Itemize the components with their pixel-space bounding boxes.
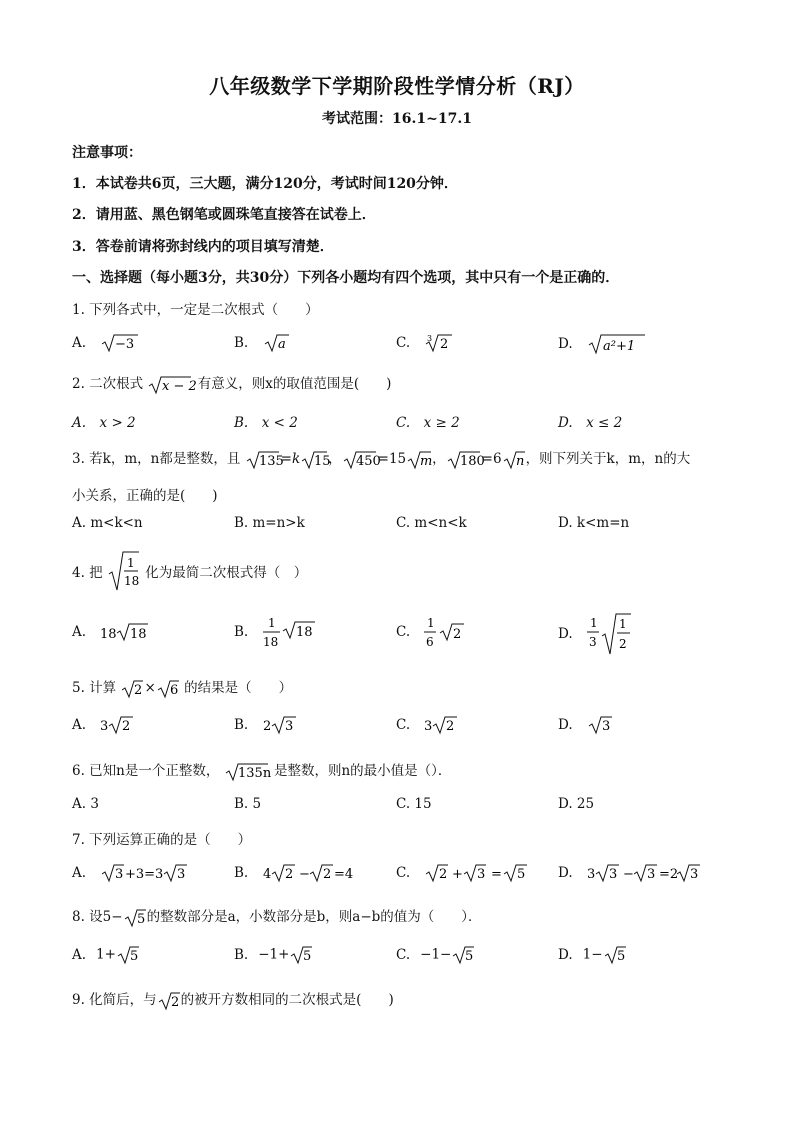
sqrt-expression <box>289 944 313 966</box>
svg-text:n: n <box>515 453 524 469</box>
sqrt-expression <box>263 862 359 884</box>
svg-text:3: 3 <box>284 719 293 734</box>
svg-text:135: 135 <box>258 453 284 469</box>
fraction-sqrt <box>424 612 468 652</box>
svg-text:2: 2 <box>446 719 455 734</box>
sqrt-expression <box>245 449 284 471</box>
svg-text:3: 3 <box>689 867 699 882</box>
option-b[interactable]: B. 5 <box>234 796 262 812</box>
question-5-options <box>72 714 752 744</box>
option-b[interactable]: B. m=n>k <box>234 515 305 531</box>
sqrt-expression <box>100 332 140 354</box>
sqrt-expression <box>224 761 270 783</box>
svg-text:3: 3 <box>601 719 611 734</box>
svg-text:1: 1 <box>427 616 436 630</box>
svg-text:18: 18 <box>123 574 140 588</box>
svg-text:3: 3 <box>477 867 486 882</box>
svg-text:2: 2 <box>122 719 131 734</box>
sqrt-expression <box>502 449 526 471</box>
sqrt-expression <box>603 944 627 966</box>
section-heading: 一、选择题（每小题3分，共30分）下列各小题均有四个选项，其中只有一个是正确的． <box>72 270 620 286</box>
svg-text:18: 18 <box>262 635 278 649</box>
option-d[interactable]: D. k<m=n <box>558 515 630 531</box>
question-2-options <box>72 411 752 441</box>
svg-text:6: 6 <box>426 635 435 649</box>
svg-text:1: 1 <box>618 617 627 631</box>
sqrt-expression <box>424 862 534 884</box>
svg-text:+3=3: +3=3 <box>125 867 164 882</box>
svg-text:3: 3 <box>115 867 124 882</box>
question-8-options <box>72 944 752 974</box>
svg-text:18: 18 <box>100 627 117 642</box>
option-d[interactable]: D. 25 <box>558 796 595 812</box>
svg-text:3: 3 <box>608 867 618 882</box>
question-1-options <box>72 332 752 362</box>
exam-title: 八年级数学下学期阶段性学情分析（RJ） <box>209 74 585 98</box>
svg-text:4: 4 <box>262 867 271 882</box>
svg-text:18: 18 <box>130 627 147 642</box>
option-b[interactable]: B. x < 2 <box>234 415 298 431</box>
sqrt-expression <box>451 944 475 966</box>
option-d[interactable]: D. 3 3 − 3 =2 3 <box>558 862 703 884</box>
svg-text:2: 2 <box>170 994 179 1010</box>
question-6: 6. 已知n是一个正整数， 135n 是整数，则n的最小值是（）． <box>72 759 451 783</box>
svg-text:2: 2 <box>322 867 331 882</box>
cube-root-expression <box>424 332 454 354</box>
question-2: 2. 二次根式 x − 2 有意义，则x的取值范围是( ) <box>72 372 391 396</box>
option-a[interactable]: A. 1+ 5 <box>72 944 140 966</box>
option-c[interactable]: C. −1− 5 <box>396 944 475 966</box>
option-a[interactable]: A. 3 +3=3 3 <box>72 862 190 884</box>
question-6-options <box>72 796 752 826</box>
svg-text:x − 2: x − 2 <box>162 378 198 394</box>
option-b[interactable]: B. −1+ 5 <box>234 944 313 966</box>
sqrt-expression <box>342 449 381 471</box>
svg-text:2: 2 <box>439 867 448 882</box>
sqrt-expression <box>446 449 485 471</box>
notice-item-1: 1．本试卷共6页，三大题，满分120分，考试时间120分钟． <box>72 176 458 192</box>
option-c[interactable]: C. 3 2 <box>396 714 460 736</box>
svg-text:2: 2 <box>440 337 449 352</box>
question-5: 5. 计算 2 × 6 的结果是（ ） <box>72 676 292 700</box>
sqrt-expression <box>157 990 181 1012</box>
coef-sqrt <box>424 714 460 736</box>
option-d[interactable]: D. 1− 5 <box>558 944 627 966</box>
option-a[interactable]: A. m<k<n <box>72 515 143 531</box>
svg-text:3: 3 <box>424 719 433 734</box>
svg-text:1: 1 <box>589 616 598 630</box>
sqrt-expression <box>406 449 432 471</box>
svg-text:5: 5 <box>129 949 139 964</box>
coef-sqrt <box>100 612 150 652</box>
fraction-sqrt <box>263 612 319 652</box>
option-a[interactable]: A. x > 2 <box>72 415 136 431</box>
option-d[interactable]: D. x ≤ 2 <box>558 415 623 431</box>
option-a[interactable]: A. 18 18 <box>72 612 150 652</box>
coef-sqrt <box>263 714 299 736</box>
question-7-options <box>72 862 752 892</box>
option-c[interactable]: C. 15 <box>396 796 432 812</box>
option-b[interactable]: B. 4 2 − 2 =4 <box>234 862 359 884</box>
question-7: 7. 下列运算正确的是（ ） <box>72 832 252 848</box>
option-a[interactable]: A. 3 <box>72 796 99 812</box>
option-b[interactable]: B. 2 3 <box>234 714 299 736</box>
option-c[interactable]: C. x ≥ 2 <box>396 415 460 431</box>
svg-text:6: 6 <box>169 682 179 698</box>
question-8: 8. 设5− 5 的整数部分是a，小数部分是b，则a−b的值为（ ）． <box>72 905 482 929</box>
svg-text:2: 2 <box>134 682 143 698</box>
svg-text:+: + <box>452 867 464 882</box>
svg-text:2: 2 <box>618 637 627 651</box>
sqrt-expression <box>156 678 180 700</box>
svg-text:5: 5 <box>517 867 526 882</box>
option-c[interactable]: C. 3 2 <box>396 332 454 354</box>
svg-text:=: = <box>491 867 503 882</box>
svg-text:3: 3 <box>646 867 656 882</box>
svg-text:1: 1 <box>267 616 276 630</box>
question-3-line-2: 小关系，正确的是( ) <box>72 488 218 504</box>
svg-text:450: 450 <box>355 453 381 469</box>
exam-scope: 考试范围：16.1~17.1 <box>322 111 472 127</box>
svg-text:5: 5 <box>616 949 625 964</box>
option-d[interactable]: D. a²+1 <box>558 332 647 356</box>
svg-text:a: a <box>277 337 286 352</box>
option-c[interactable]: C. 2 + 3 = 5 <box>396 862 534 884</box>
svg-text:3: 3 <box>588 635 597 649</box>
option-b[interactable]: B. a <box>234 332 291 354</box>
option-d[interactable]: D. 1 3 1 2 <box>558 612 633 656</box>
svg-text:15: 15 <box>314 453 331 469</box>
question-3-options <box>72 515 752 545</box>
option-a[interactable]: A. −3 <box>72 332 140 354</box>
svg-text:3: 3 <box>586 867 596 882</box>
sqrt-fraction <box>107 550 141 592</box>
svg-text:2: 2 <box>262 719 271 734</box>
sqrt-expression <box>116 944 140 966</box>
sqrt-expression <box>300 449 331 471</box>
svg-text:180: 180 <box>459 453 485 469</box>
option-b[interactable]: B. 1 18 18 <box>234 612 319 652</box>
question-4: 4. 把 1 18 化为最简二次根式得（ ） <box>72 550 307 592</box>
question-4-options <box>72 612 752 656</box>
svg-text:1: 1 <box>126 556 135 570</box>
option-c[interactable]: C. m<n<k <box>396 515 467 531</box>
svg-text:5: 5 <box>136 911 145 927</box>
svg-text:−3: −3 <box>115 337 135 352</box>
notice-heading: 注意事项： <box>72 145 142 161</box>
svg-text:a²+1: a²+1 <box>602 339 636 354</box>
sqrt-expression <box>587 862 703 884</box>
sqrt-expression <box>587 332 647 356</box>
svg-text:m: m <box>420 453 433 469</box>
svg-text:=4: =4 <box>333 867 353 882</box>
notice-item-3: 3．答卷前请将弥封线内的项目填写清楚． <box>72 239 334 255</box>
svg-text:3: 3 <box>100 719 109 734</box>
coef-sqrt <box>100 714 136 736</box>
option-d[interactable]: D. 3 <box>558 714 613 736</box>
svg-text:5: 5 <box>465 949 474 964</box>
svg-text:2: 2 <box>284 867 293 882</box>
svg-text:18: 18 <box>295 625 313 640</box>
svg-text:135n: 135n <box>237 765 271 781</box>
question-9: 9. 化简后，与 2 的被开方数相同的二次根式是( ) <box>72 988 394 1012</box>
svg-text:=2: =2 <box>658 867 679 882</box>
question-3: 3. 若k，m，n都是整数，且 135 =k 15 ， 450 =15 m ， 180 =6 n ，则下列关于k，m，n的大 <box>72 447 690 471</box>
sqrt-expression <box>587 714 613 736</box>
question-1: 1. 下列各式中，一定是二次根式（ ） <box>72 302 319 318</box>
sqrt-expression <box>100 862 190 884</box>
notice-item-2: 2．请用蓝、黑色钢笔或圆珠笔直接答在试卷上． <box>72 207 376 223</box>
svg-text:3: 3 <box>427 334 433 343</box>
svg-text:5: 5 <box>303 949 312 964</box>
svg-text:−: − <box>622 867 634 882</box>
sqrt-expression <box>147 374 198 396</box>
sqrt-expression <box>120 678 144 700</box>
option-c[interactable]: C. 1 6 2 <box>396 612 468 652</box>
svg-text:−: − <box>298 867 310 882</box>
sqrt-expression <box>123 907 147 929</box>
svg-text:2: 2 <box>453 627 462 642</box>
svg-text:3: 3 <box>177 867 186 882</box>
sqrt-expression <box>263 332 291 354</box>
option-a[interactable]: A. 3 2 <box>72 714 136 736</box>
fraction-sqrt-fraction <box>587 612 633 656</box>
